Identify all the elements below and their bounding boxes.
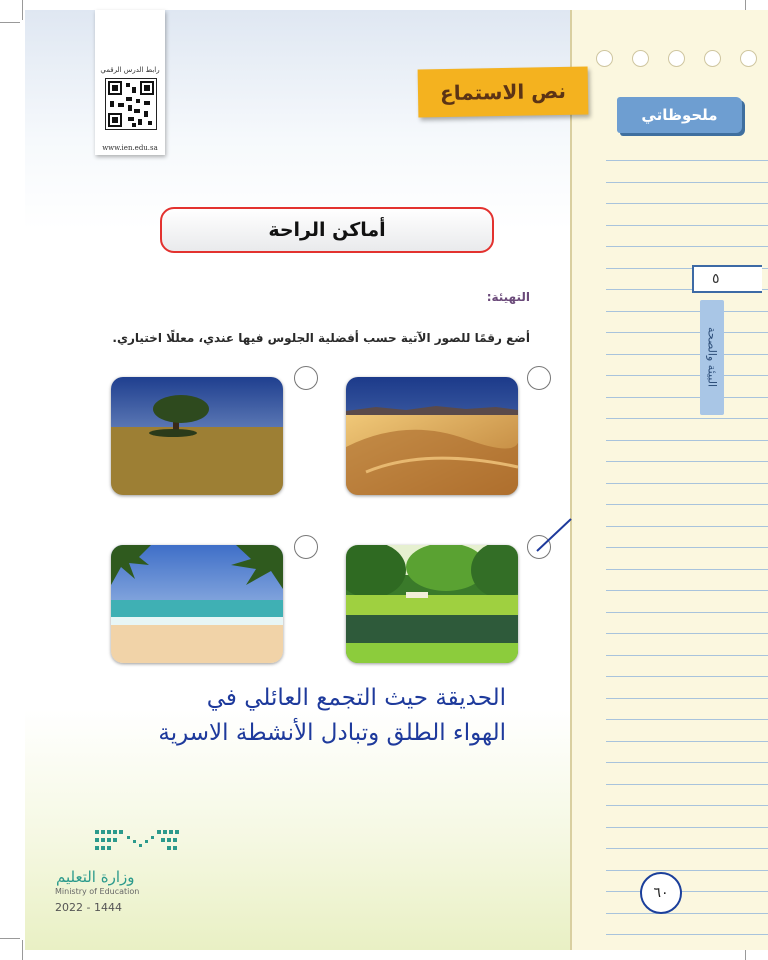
savanna-image bbox=[111, 377, 283, 495]
note-line bbox=[606, 203, 768, 204]
section-banner: نص الاستماع bbox=[418, 67, 589, 118]
binder-hole bbox=[704, 50, 721, 67]
ministry-name-ar: وزارة التعليم bbox=[56, 868, 135, 886]
note-line bbox=[606, 160, 768, 161]
binder-hole bbox=[668, 50, 685, 67]
notes-panel bbox=[570, 10, 768, 950]
note-line bbox=[606, 569, 768, 570]
note-line bbox=[606, 698, 768, 699]
answer-line-1: الحديقة حيث التجمع العائلي في bbox=[206, 685, 506, 711]
note-line bbox=[606, 418, 768, 419]
note-line bbox=[606, 633, 768, 634]
note-line bbox=[606, 526, 768, 527]
qr-url[interactable]: www.ien.edu.sa bbox=[102, 144, 158, 152]
park-image bbox=[346, 545, 518, 663]
pen-stroke-mark bbox=[535, 515, 575, 555]
crop-mark bbox=[0, 22, 20, 23]
savanna-tree-photo bbox=[111, 377, 283, 495]
note-line bbox=[606, 590, 768, 591]
instruction-text: أضع رقمًا للصور الآتية حسب أفضلية الجلوس فيها عندي، معللًا اختياري. bbox=[112, 331, 530, 345]
note-line bbox=[606, 719, 768, 720]
rank-circle-beach[interactable] bbox=[294, 535, 318, 559]
note-line bbox=[606, 655, 768, 656]
note-line bbox=[606, 891, 768, 892]
note-line bbox=[606, 311, 768, 312]
crop-mark bbox=[22, 940, 23, 960]
page-number: ٦٠ bbox=[640, 872, 682, 914]
unit-name-tab bbox=[700, 300, 724, 415]
desert-image bbox=[346, 377, 518, 495]
binder-hole bbox=[740, 50, 757, 67]
note-line bbox=[606, 332, 768, 333]
note-line bbox=[606, 397, 768, 398]
note-line bbox=[606, 870, 768, 871]
ministry-logo-icon bbox=[95, 826, 183, 860]
warmup-label: التهيئة: bbox=[486, 290, 530, 304]
rank-circle-desert[interactable] bbox=[527, 366, 551, 390]
note-line bbox=[606, 827, 768, 828]
note-line bbox=[606, 805, 768, 806]
note-line bbox=[606, 612, 768, 613]
note-line bbox=[606, 461, 768, 462]
lesson-title: أماكن الراحة bbox=[160, 207, 494, 253]
notes-title: ملحوظاتي bbox=[617, 97, 742, 133]
binder-hole bbox=[632, 50, 649, 67]
unit-number: ٥ bbox=[692, 265, 762, 293]
qr-label: رابط الدرس الرقمي bbox=[100, 66, 160, 74]
crop-mark bbox=[22, 0, 23, 20]
note-line bbox=[606, 483, 768, 484]
edition-year: 2022 - 1444 bbox=[55, 901, 122, 914]
desert-photo bbox=[346, 377, 518, 495]
beach-image bbox=[111, 545, 283, 663]
unit-name: البيئة والصحة bbox=[705, 327, 719, 388]
ministry-name-en: Ministry of Education bbox=[55, 887, 140, 896]
note-line bbox=[606, 784, 768, 785]
note-line bbox=[606, 375, 768, 376]
note-line bbox=[606, 913, 768, 914]
note-line bbox=[606, 354, 768, 355]
crop-mark bbox=[0, 938, 20, 939]
rank-circle-savanna[interactable] bbox=[294, 366, 318, 390]
note-line bbox=[606, 246, 768, 247]
beach-photo bbox=[111, 545, 283, 663]
note-line bbox=[606, 762, 768, 763]
note-line bbox=[606, 848, 768, 849]
note-line bbox=[606, 547, 768, 548]
note-line bbox=[606, 182, 768, 183]
binder-hole bbox=[596, 50, 613, 67]
qr-code-icon[interactable] bbox=[105, 78, 157, 130]
note-line bbox=[606, 504, 768, 505]
park-lake-photo bbox=[346, 545, 518, 663]
note-line bbox=[606, 741, 768, 742]
qr-card[interactable] bbox=[95, 10, 165, 155]
answer-line-2: الهواء الطلق وتبادل الأنشطة الاسرية bbox=[158, 720, 506, 746]
note-line bbox=[606, 440, 768, 441]
note-line bbox=[606, 676, 768, 677]
note-line bbox=[606, 225, 768, 226]
note-line bbox=[606, 934, 768, 935]
